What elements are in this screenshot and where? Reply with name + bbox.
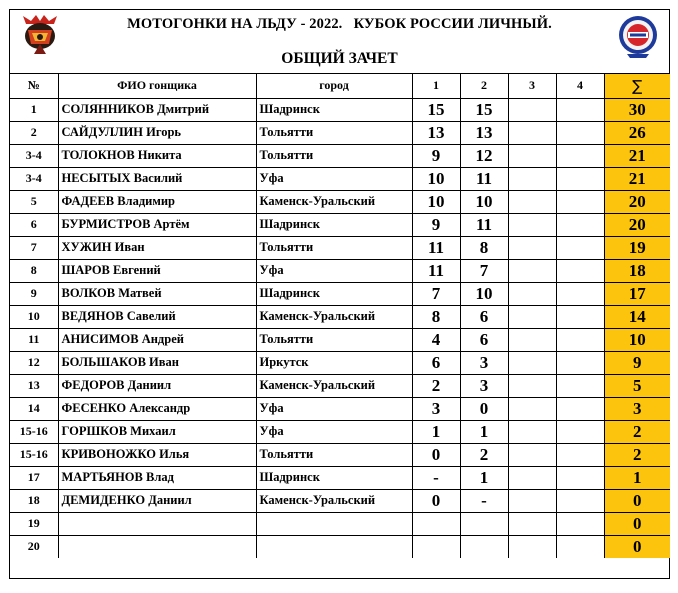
total-points: 2 xyxy=(604,420,670,443)
round-1-score: 7 xyxy=(412,282,460,305)
round-2-score: 11 xyxy=(460,213,508,236)
table-row xyxy=(10,121,670,144)
round-4-score xyxy=(556,328,604,351)
round-3-score xyxy=(508,328,556,351)
round-1-score: 11 xyxy=(412,259,460,282)
place-cell: 12 xyxy=(10,351,58,374)
place-cell: 18 xyxy=(10,489,58,512)
col-header-city: город xyxy=(256,74,412,98)
city-cell: Шадринск xyxy=(256,213,412,236)
round-3-score xyxy=(508,259,556,282)
round-2-score: 3 xyxy=(460,351,508,374)
table-row xyxy=(10,213,670,236)
table-header-row xyxy=(10,74,670,98)
round-3-score xyxy=(508,420,556,443)
col-header-name: ФИО гонщика xyxy=(58,74,256,98)
round-1-score: - xyxy=(412,466,460,489)
total-points: 30 xyxy=(604,98,670,121)
round-3-score xyxy=(508,121,556,144)
page-subtitle: ОБЩИЙ ЗАЧЕТ xyxy=(281,50,398,67)
round-3-score xyxy=(508,213,556,236)
table-row xyxy=(10,167,670,190)
col-header-round-3: 3 xyxy=(508,74,556,98)
round-1-score: 2 xyxy=(412,374,460,397)
round-1-score: 11 xyxy=(412,236,460,259)
round-3-score xyxy=(508,144,556,167)
city-cell: Тольятти xyxy=(256,328,412,351)
col-header-total: ∑ xyxy=(604,74,670,98)
rider-name-cell: НЕСЫТЫХ Василий xyxy=(58,167,256,190)
round-1-score: 0 xyxy=(412,443,460,466)
total-points: 26 xyxy=(604,121,670,144)
round-4-score xyxy=(556,121,604,144)
place-cell: 2 xyxy=(10,121,58,144)
round-4-score xyxy=(556,466,604,489)
total-points: 21 xyxy=(604,167,670,190)
table-row xyxy=(10,259,670,282)
city-cell: Уфа xyxy=(256,259,412,282)
table-row xyxy=(10,236,670,259)
city-cell: Каменск-Уральский xyxy=(256,489,412,512)
place-cell: 19 xyxy=(10,512,58,535)
rider-name-cell: АНИСИМОВ Андрей xyxy=(58,328,256,351)
city-cell: Тольятти xyxy=(256,236,412,259)
table-row xyxy=(10,351,670,374)
round-3-score xyxy=(508,466,556,489)
round-4-score xyxy=(556,535,604,558)
round-4-score xyxy=(556,397,604,420)
city-cell: Тольятти xyxy=(256,144,412,167)
rider-name-cell: ТОЛОКНОВ Никита xyxy=(58,144,256,167)
round-1-score xyxy=(412,535,460,558)
total-points: 14 xyxy=(604,305,670,328)
round-3-score xyxy=(508,351,556,374)
rider-name-cell: ВОЛКОВ Матвей xyxy=(58,282,256,305)
total-points: 3 xyxy=(604,397,670,420)
col-header-round-1: 1 xyxy=(412,74,460,98)
round-3-score xyxy=(508,98,556,121)
round-1-score: 15 xyxy=(412,98,460,121)
round-2-score: 11 xyxy=(460,167,508,190)
total-points: 0 xyxy=(604,489,670,512)
total-points: 5 xyxy=(604,374,670,397)
round-1-score: 8 xyxy=(412,305,460,328)
round-3-score xyxy=(508,167,556,190)
round-4-score xyxy=(556,259,604,282)
table-row xyxy=(10,466,670,489)
page-title: МОТОГОНКИ НА ЛЬДУ - 2022. КУБОК РОССИИ ЛИЧНЫЙ. xyxy=(127,16,552,32)
round-2-score: 1 xyxy=(460,420,508,443)
total-points: 0 xyxy=(604,535,670,558)
total-points: 17 xyxy=(604,282,670,305)
round-3-score xyxy=(508,282,556,305)
round-4-score xyxy=(556,167,604,190)
rider-name-cell: БУРМИСТРОВ Артём xyxy=(58,213,256,236)
total-points: 19 xyxy=(604,236,670,259)
standings-sheet xyxy=(9,9,670,579)
round-1-score: 4 xyxy=(412,328,460,351)
total-points: 20 xyxy=(604,213,670,236)
round-1-score: 13 xyxy=(412,121,460,144)
round-2-score: 3 xyxy=(460,374,508,397)
table-row xyxy=(10,328,670,351)
round-2-score: 8 xyxy=(460,236,508,259)
round-2-score: - xyxy=(460,489,508,512)
rider-name-cell: КРИВОНОЖКО Илья xyxy=(58,443,256,466)
rider-name-cell: ШАРОВ Евгений xyxy=(58,259,256,282)
round-4-score xyxy=(556,236,604,259)
place-cell: 9 xyxy=(10,282,58,305)
total-points: 0 xyxy=(604,512,670,535)
table-row xyxy=(10,305,670,328)
round-3-score xyxy=(508,397,556,420)
round-2-score: 10 xyxy=(460,190,508,213)
place-cell: 5 xyxy=(10,190,58,213)
rider-name-cell: ФЕДОРОВ Даниил xyxy=(58,374,256,397)
round-4-score xyxy=(556,213,604,236)
city-cell: Каменск-Уральский xyxy=(256,190,412,213)
round-2-score: 7 xyxy=(460,259,508,282)
place-cell: 11 xyxy=(10,328,58,351)
round-4-score xyxy=(556,282,604,305)
table-row xyxy=(10,512,670,535)
round-2-score: 6 xyxy=(460,328,508,351)
round-2-score: 15 xyxy=(460,98,508,121)
total-points: 18 xyxy=(604,259,670,282)
rider-name-cell: ФАДЕЕВ Владимир xyxy=(58,190,256,213)
place-cell: 1 xyxy=(10,98,58,121)
table-row xyxy=(10,535,670,558)
place-cell: 6 xyxy=(10,213,58,236)
table-row xyxy=(10,374,670,397)
place-cell: 8 xyxy=(10,259,58,282)
round-2-score: 10 xyxy=(460,282,508,305)
rider-name-cell: ДЕМИДЕНКО Даниил xyxy=(58,489,256,512)
round-3-score xyxy=(508,535,556,558)
rider-name-cell: СОЛЯННИКОВ Дмитрий xyxy=(58,98,256,121)
rider-name-cell: ГОРШКОВ Михаил xyxy=(58,420,256,443)
rider-name-cell: ХУЖИН Иван xyxy=(58,236,256,259)
city-cell xyxy=(256,512,412,535)
col-header-round-4: 4 xyxy=(556,74,604,98)
round-1-score: 3 xyxy=(412,397,460,420)
round-2-score xyxy=(460,535,508,558)
city-cell: Каменск-Уральский xyxy=(256,305,412,328)
total-points: 9 xyxy=(604,351,670,374)
round-2-score: 0 xyxy=(460,397,508,420)
round-1-score: 1 xyxy=(412,420,460,443)
round-2-score: 6 xyxy=(460,305,508,328)
total-points: 20 xyxy=(604,190,670,213)
round-1-score: 6 xyxy=(412,351,460,374)
round-3-score xyxy=(508,374,556,397)
round-4-score xyxy=(556,374,604,397)
place-cell: 14 xyxy=(10,397,58,420)
city-cell: Шадринск xyxy=(256,466,412,489)
city-cell: Уфа xyxy=(256,420,412,443)
table-row xyxy=(10,282,670,305)
city-cell: Тольятти xyxy=(256,443,412,466)
city-cell: Уфа xyxy=(256,397,412,420)
round-3-score xyxy=(508,190,556,213)
round-4-score xyxy=(556,305,604,328)
table-row xyxy=(10,443,670,466)
motorsport-federation-emblem xyxy=(617,14,659,58)
total-points: 21 xyxy=(604,144,670,167)
city-cell: Шадринск xyxy=(256,98,412,121)
place-cell: 3-4 xyxy=(10,144,58,167)
table-row xyxy=(10,397,670,420)
rider-name-cell xyxy=(58,535,256,558)
total-points: 2 xyxy=(604,443,670,466)
city-cell: Тольятти xyxy=(256,121,412,144)
table-row xyxy=(10,489,670,512)
total-points: 10 xyxy=(604,328,670,351)
round-1-score: 10 xyxy=(412,167,460,190)
rider-name-cell xyxy=(58,512,256,535)
round-3-score xyxy=(508,236,556,259)
round-4-score xyxy=(556,512,604,535)
city-cell: Уфа xyxy=(256,167,412,190)
place-cell: 17 xyxy=(10,466,58,489)
standings-table xyxy=(10,74,670,558)
round-1-score: 9 xyxy=(412,144,460,167)
round-1-score xyxy=(412,512,460,535)
rider-name-cell: ВЕДЯНОВ Савелий xyxy=(58,305,256,328)
round-4-score xyxy=(556,443,604,466)
col-header-round-2: 2 xyxy=(460,74,508,98)
city-cell: Шадринск xyxy=(256,282,412,305)
round-4-score xyxy=(556,351,604,374)
rider-name-cell: САЙДУЛЛИН Игорь xyxy=(58,121,256,144)
round-2-score: 12 xyxy=(460,144,508,167)
place-cell: 15-16 xyxy=(10,420,58,443)
table-row xyxy=(10,190,670,213)
place-cell: 7 xyxy=(10,236,58,259)
place-cell: 20 xyxy=(10,535,58,558)
place-cell: 15-16 xyxy=(10,443,58,466)
round-3-score xyxy=(508,512,556,535)
round-4-score xyxy=(556,144,604,167)
place-cell: 10 xyxy=(10,305,58,328)
round-3-score xyxy=(508,489,556,512)
round-4-score xyxy=(556,190,604,213)
rider-name-cell: МАРТЬЯНОВ Влад xyxy=(58,466,256,489)
rider-name-cell: БОЛЬШАКОВ Иван xyxy=(58,351,256,374)
place-cell: 13 xyxy=(10,374,58,397)
round-4-score xyxy=(556,420,604,443)
round-3-score xyxy=(508,443,556,466)
round-2-score xyxy=(460,512,508,535)
col-header-place: № xyxy=(10,74,58,98)
round-4-score xyxy=(556,98,604,121)
round-2-score: 13 xyxy=(460,121,508,144)
round-1-score: 10 xyxy=(412,190,460,213)
round-2-score: 1 xyxy=(460,466,508,489)
round-2-score: 2 xyxy=(460,443,508,466)
round-4-score xyxy=(556,489,604,512)
round-1-score: 9 xyxy=(412,213,460,236)
city-cell xyxy=(256,535,412,558)
city-cell: Каменск-Уральский xyxy=(256,374,412,397)
round-1-score: 0 xyxy=(412,489,460,512)
city-cell: Иркутск xyxy=(256,351,412,374)
rider-name-cell: ФЕСЕНКО Александр xyxy=(58,397,256,420)
table-row xyxy=(10,420,670,443)
round-3-score xyxy=(508,305,556,328)
table-row xyxy=(10,98,670,121)
sheet-header xyxy=(10,10,669,74)
place-cell: 3-4 xyxy=(10,167,58,190)
table-row xyxy=(10,144,670,167)
total-points: 1 xyxy=(604,466,670,489)
